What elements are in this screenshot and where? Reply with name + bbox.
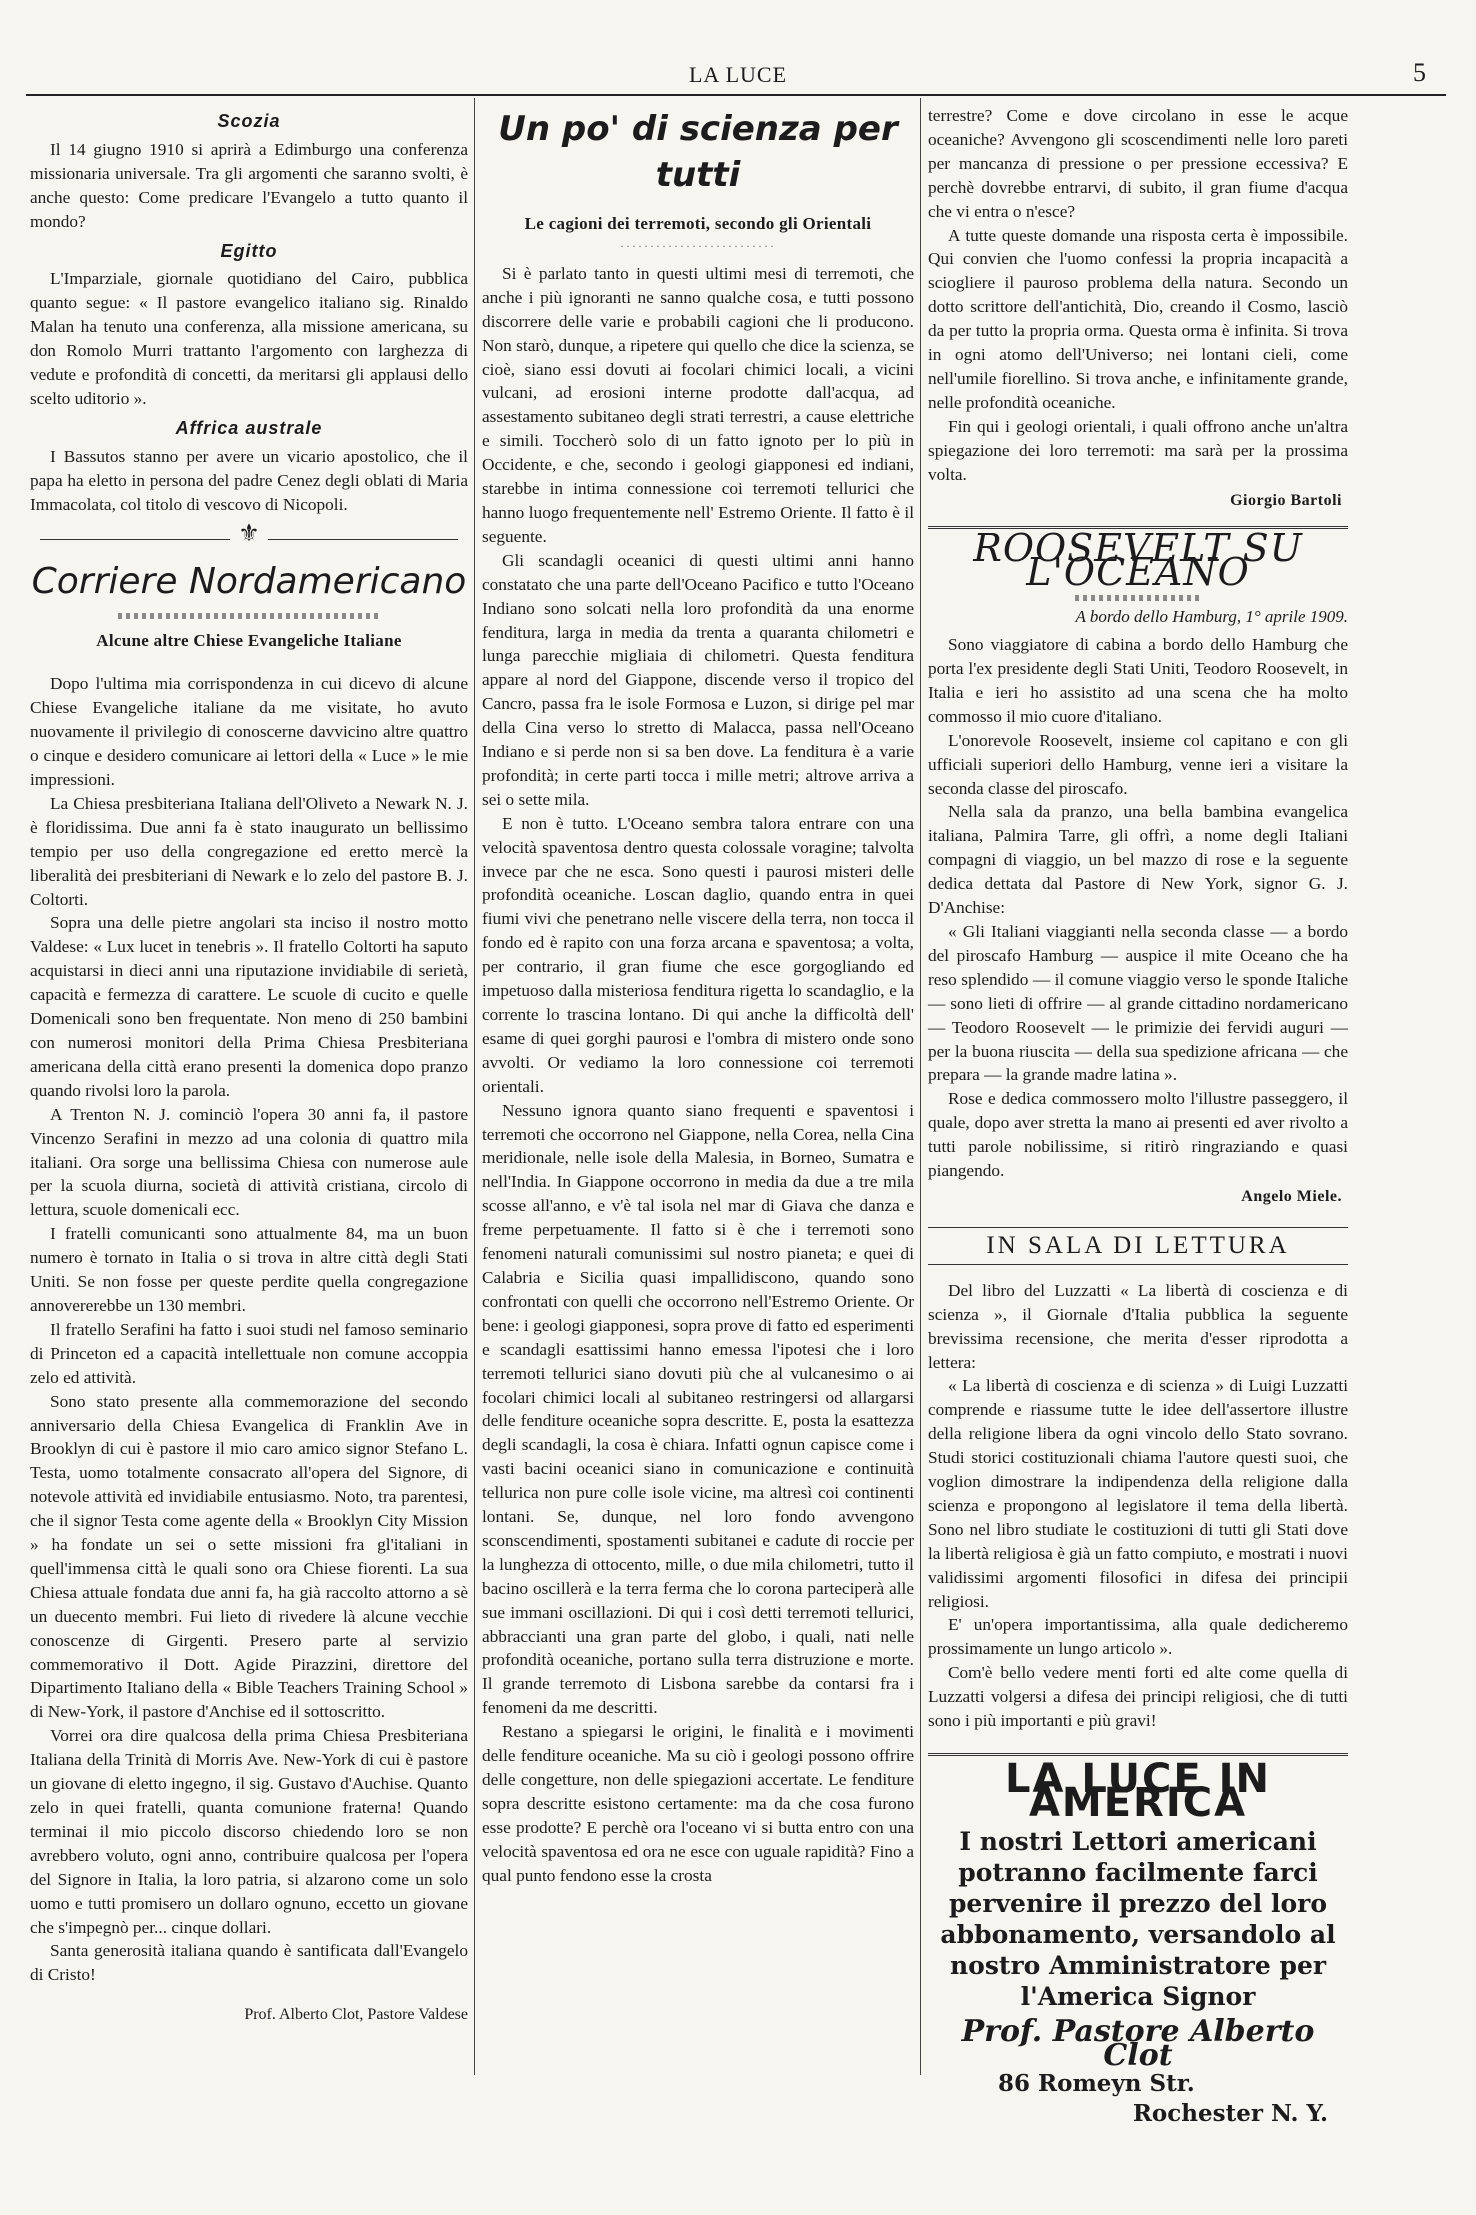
dotted-rule: ·························· (620, 238, 776, 253)
article-subtitle: Le cagioni dei terremoti, secondo gli Orientali (524, 214, 872, 233)
paragraph: E' un'opera importantissima, alla quale dedicheremo prossimamente un lungo articolo ». (928, 1615, 1348, 1659)
paragraph: Santa generosità italiana quando è santificata dall'Evangelo di Cristo! (30, 1941, 468, 1985)
paragraph: Del libro del Luzzatti « La libertà di coscienza e di scienza », il Giornale d'Italia pubblica la seguente brevissima recensione, che merita d'esser riprodotta a lettera: (928, 1280, 1348, 1372)
paragraph: Il 14 giugno 1910 si aprirà a Edimburgo una conferenza missionaria universale. Tra gli argomenti che saranno svolti, è anche questo: Come predicare l'Evangelo a tutto quanto il mondo? (30, 139, 468, 231)
author-signature: Giorgio Bartoli (1230, 491, 1342, 509)
paragraph: La Chiesa presbiteriana Italiana dell'Oliveto a Newark N. J. è floridissima. Due anni fa è stato inaugurato un bellissimo tempio per uso della congregazione ed eretto mercè la liberalità dei presbiteriani di Newark e lo zelo del pastore B. J. Coltorti. (30, 793, 468, 909)
paragraph: A tutte queste domande una risposta certa è impossibile. Qui convien che l'uomo confessi la propria incapacità a sciogliere il pauroso problema della natura. Secondo un dotto scrittore dell'antichità, Dio, creando il Cosmo, lasciò da per tutto la propria orma. Questa orma è infinita. Si trova in ogni atomo dell'Universo; nei lontani cieli, come nell'umile fiorellino. Si trova anche, e infinitamente grande, nelle profondità oceaniche. (928, 225, 1348, 412)
masthead-title: LA LUCE (688, 62, 788, 87)
paragraph: Restano a spiegarsi le origini, le finalità e i movimenti delle fenditure oceaniche. Ma su ciò i geologi possono offrire delle congetture, non delle spiegazioni accertate. Le fenditure sopra descritte esistono certamente: ma da che cosa furono esse prodotte? E perchè ora l'oceano vi si butta entro con una velocità spaventosa ed ora ne esce con uguale rapidità? Fino a qual punto fendono esse la crosta (482, 1722, 914, 1885)
paragraph: terrestre? Come e dove circolano in esse le acque oceaniche? Avvengono gli scoscendimenti nelle loro pareti per mancanza di pressione o per pressione eccessiva? E perchè dovrebbe entrarvi, di subito, il gran fiume d'acqua che vi entra o n'esce? (928, 106, 1348, 221)
paragraph: Si è parlato tanto in questi ultimi mesi di terremoti, che anche i più ignoranti ne sanno qualche cosa, e tutti possono discorrere delle varie e probabili cagioni che li producono. Non starò, dunque, a ripetere qui quello che dice la scienza, se cioè, siano essi dovuti ai focolari chimici locali, a vicini vulcani, ad erosioni interne prodotte dall'acqua, ad assestamento subitaneo degli strati terrestri, a cause elettriche e simili. Toccherò solo di un fatto ignoto per lo più in Occidente, e che, secondo i geologi giapponesi ed indiani, starebbe in intima connessione coi terremoti tellurici che hanno luogo frequentemente nell' Estremo Oriente. Il fatto è il seguente. (482, 263, 914, 546)
article-title-roosevelt: ROOSEVELT SU L'OCEANO (973, 526, 1303, 595)
paragraph: E non è tutto. L'Oceano sembra talora entrare con una velocità spaventosa dentro questa colossale voragine; talvolta invece par che ne esca. Sono questi i paurosi misteri delle profondità oceaniche. Loscan daglio, quando entra in quei fiumi vivi che penetrano nelle viscere della terra, non tocca il fondo ed è rapito con una forza arcana e spaventosa; a volta, per contrario, il gran fiume che esce gorgogliando ed impetuoso dalla misteriosa fenditura rigetta lo scandaglio, e la corrente lo trascina lontano. Di qui anche la difficoltà dell' esame di quei gorghi paurosi e l'ombra di mistero onde sono avvolti. Or vediamo la loro connessione coi terremoti orientali. (482, 813, 914, 1096)
paragraph: Sono stato presente alla commemorazione del secondo anniversario della Chiesa Evangelica di Franklin Ave in Brooklyn di cui è pastore il mio caro amico signor Stefano L. Testa, uomo totalmente consacrato all'opera del Signore, di notevole attività ed invidiabile entusiasmo. Noto, tra parentesi, che il signor Testa come agente della « Brooklyn City Mission » ha fondate un sei o sette missioni fra gl'italiani in quell'immensa città le quali sono ora Chiese fiorenti. La sua Chiesa attuale fondata due anni fa, ha già raccolto attorno a sè un duecento membri. Fui lieto di rivedere là alcune vecchie conoscenze di Girgenti. Presero parte al servizio commemorativo il Dott. Agide Pirazzini, direttore del Dipartimento Italiano della « Bible Teachers Training School » di New-York, il pastore d'Anchise ed il sottoscritto. (30, 1391, 468, 1722)
paragraph: A Trenton N. J. cominciò l'opera 30 anni fa, il pastore Vincenzo Serafini in mezzo ad una colonia di quattro mila italiani. Ora sorge una bellissima Chiesa con numerose aule per la scuola diurna, società di attività cristiana, circolo di lettura, scuole domenicali ecc. (30, 1104, 468, 1220)
ad-contact-name: Prof. Pastore Alberto Clot (961, 2013, 1315, 2073)
paragraph: Sopra una delle pietre angolari sta inciso il nostro motto Valdese: « Lux lucet in tenebris ». Il fratello Coltorti ha saputo acquistarsi in dieci anni una riputazione invidiabile di serietà, capacità e fermezza di carattere. Le scuole di cucito e quelle Domenicali sono ben frequentate. Non meno di 250 bambini con numerosi monitori della Prima Chiesa Presbiteriana americana della città erano presenti la domenica dopo pranzo quando rivolsi loro la parola. (30, 913, 468, 1100)
paragraph: Nessuno ignora quanto siano frequenti e spaventosi i terremoti che occorrono nel Giappone, nella Corea, nella Cina meridionale, nelle isole della Malesia, in Borneo, Sumatra e nell'India. In Giappone occorrono in media da due a tre mila scosse all'anno, e v'è tal isola nel mar di Giava che danza e freme perpetuamente. Il fatto si è che i terremoti sono fenomeni naturali comunissimi sul nostro pianeta; e quei di Calabria e Sicilia quasi impallidiscono, quando sono confrontati con quelli che occorrono nell'Estremo Oriente. Or bene: i geologi giapponesi, sopra prove di fatto ed esperimenti e scandagli esattissimi hanno emessa l'ipotesi che i loro terremoti tellurici siano dovuti più che al vulcanesimo o ai focolari chimici locali al subitaneo restringersi od allargarsi delle fenditure oceaniche sopra descritte. E, posta la esattezza degli scandagli, la cosa è chiara. Infatti ognun capisce come i vasti bacini oceanici siano in comunicazione e continuità tellurica non pure colle isole vicine, ma altresì coi continenti lontani. Se, dunque, nel loro fondo avvengono sconscendimenti, spostamenti subitanei e cadute di roccie per la lunghezza di ottocento, mille, o due mila chilometri, tutto il bacino oscillerà e la terra ferma che lo corona parteciperà alle sue immani oscillazioni. Di qui i così detti terremoti tellurici, abbraccianti una gran parte del globo, i quali, nati nelle profondità oceaniche, portano sulla terra distruzione e morte. Il grande terremoto di Lisbona sarebbe da contarsi fra i fenomeni da me descritti. (482, 1100, 914, 1718)
ad-title: LA LUCE IN AMERICA (1005, 1756, 1271, 1826)
column-divider (474, 98, 475, 2075)
section-heading-affrica: Affrica australe (175, 417, 323, 438)
article-title-scienza: Un po' di scienza per tutti (498, 109, 898, 195)
page-number: 5 (1413, 58, 1426, 87)
section-heading-egitto: Egitto (220, 240, 278, 261)
paragraph: Nella sala da pranzo, una bella bambina evangelica italiana, Palmira Tarre, gli offrì, a nome degli Italiani compagni di viaggio, un bel mazzo di rose e la seguente dedica dettata dal Pastore di New York, signor G. J. D'Anchise: (928, 802, 1348, 918)
column-3 (928, 104, 1348, 2125)
author-signature: Angelo Miele. (1241, 1187, 1342, 1205)
paragraph: Sono viaggiatore di cabina a bordo dello Hamburg che porta l'ex presidente degli Stati Uniti, Teodoro Roosevelt, in Italia e ieri ho assistito ad una scena che ha molto commosso il mio cuore d'italiano. (928, 635, 1348, 726)
ad-body: I nostri Lettori americani potranno facilmente farci pervenire il prezzo del loro abbonamento, versandolo al nostro Amministratore per l'America Signor (940, 1826, 1336, 2011)
header-rule (26, 94, 1446, 96)
ad-address: 86 Romeyn Str. (998, 2069, 1195, 2097)
paragraph: Com'è bello vedere menti forti ed alte come quella di Luzzatti volgersi a difesa dei principi religiosi, che di tutti sono i più importanti e più gravi! (928, 1663, 1348, 1731)
column-1 (30, 104, 468, 2027)
wavy-rule (118, 613, 381, 619)
ad-city: Rochester N. Y. (1132, 2099, 1328, 2127)
article-subtitle: Alcune altre Chiese Evangeliche Italiane (96, 630, 402, 650)
paragraph: « La libertà di coscienza e di scienza » di Luigi Luzzatti comprende e riassume tutte le idee dell'assertore illustre della religione libera da ogni vincolo dello Stato sovrano. Studi storici costituzionali chiama l'autore questi suoi, che voglion dimostrare la indipendenza della religione dalla scienza e propongono al legislatore il tema della libertà. Sono nel libro studiate le costituzioni di tutti gli Stati dove la libertà religiosa è già un fatto compiuto, e mostrati i nuovi validissimi argomenti filosofici in difesa dei principii religiosi. (928, 1376, 1348, 1611)
wavy-rule (1075, 595, 1201, 601)
paragraph: « Gli Italiani viaggianti nella seconda classe — a bordo del piroscafo Hamburg — auspice il mite Oceano che ha reso splendido — il comune viaggio verso le sponde Italiche — sono lieti di offrire — al grande cittadino nordamericano — Teodoro Roosevelt — le primizie dei fervidi auguri — per la buona riuscita — della sua spedizione africana — che prepara — la grande madre latina ». (928, 922, 1348, 1085)
paragraph: Fin qui i geologi orientali, i quali offrono anche un'altra spiegazione dei loro terremoti: ma sarà per la prossima volta. (928, 416, 1348, 484)
ornament-divider (30, 520, 468, 553)
section-title-sala: IN SALA DI LETTURA (928, 1227, 1348, 1265)
paragraph: Gli scandagli oceanici di questi ultimi anni hanno constatato che una parte dell'Oceano Pacifico e tutto l'Oceano Indiano sono solcati nella loro profondità da una enorme fenditura, larga in media da trenta a quaranta chilometri e lunga parecchie migliaia di chilometri. Questa fenditura appare al nord del Giappone, discende verso il tropico del Cancro, passa fra le isole Formosa e Luzon, si dirige pel mar della Cina verso lo stretto di Malacca, passa nell'Oceano Indiano e si perde non si sa ben dove. La fenditura è a varie profondità; in certe parti tocca i mille metri; altrove arriva a sei o sette mila. (482, 550, 914, 809)
column-2 (482, 104, 914, 1888)
paragraph: I Bassutos stanno per avere un vicario apostolico, che il papa ha eletto in persona del padre Cenez degli oblati di Maria Immacolata, col titolo di vescovo di Nicopoli. (30, 446, 468, 514)
paragraph: L'Imparziale, giornale quotidiano del Cairo, pubblica quanto segue: « Il pastore evangelico italiano sig. Rinaldo Malan ha tenuto una conferenza, alla missione americana, su don Romolo Murri trattanto l'argomento con larghezza di vedute e profondità di concetti, da meritarsi gli applausi dello scelto uditorio ». (30, 269, 468, 408)
dateline: A bordo dello Hamburg, 1° aprile 1909. (1075, 607, 1348, 627)
paragraph: L'onorevole Roosevelt, insieme col capitano e con gli ufficiali superiori dello Hamburg, venne ieri a visitare la seconda classe del piroscafo. (928, 730, 1348, 798)
paragraph: Dopo l'ultima mia corrispondenza in cui dicevo di alcune Chiese Evangeliche italiane da me visitate, ho avuto nuovamente il privilegio di conoscerne davvicino altre quattro o cinque e desidero comunicare ai lettori della « Luce » le mie impressioni. (30, 674, 468, 790)
paragraph: I fratelli comunicanti sono attualmente 84, ma un buon numero è tornato in Italia o si trova in altre città degli Stati Uniti. Se non fosse per queste perdite quella congregazione annovererebbe un 130 membri. (30, 1224, 468, 1315)
paragraph: Rose e dedica commossero molto l'illustre passeggero, il quale, dopo aver stretta la mano ai presenti ed aver rivolto a tutti parole nobilissime, si ritirò ringraziando e quasi piangendo. (928, 1089, 1348, 1181)
paragraph: Il fratello Serafini ha fatto i suoi studi nel famoso seminario di Princeton ed a capacità intellettuale non comune accoppia zelo ed attività. (30, 1319, 468, 1387)
column-divider (920, 98, 921, 2075)
author-signature: Prof. Alberto Clot, Pastore Valdese (244, 2006, 468, 2024)
section-heading-scozia: Scozia (217, 111, 281, 131)
paragraph: Vorrei ora dire qualcosa della prima Chiesa Presbiteriana Italiana della Trinità di Morris Ave. New-York di cui è pastore un giovane di eletto ingegno, il sig. Gustavo d'Auchise. Quanto zelo in quei fratelli, quanta comunione fraterna! Quando terminai il mio piccolo discorso chiedendo loro se non avrebbero voluto, ogni anno, contribuire qualcosa per l'opera del Signore in Italia, la loro patria, si alzarono come un solo uomo e tutti promisero un dollaro ognuno, eccetto un giovane che s'impegnò per... cinque dollari. (30, 1726, 468, 1937)
article-title-corriere: Corriere Nordamericano (31, 560, 467, 602)
fleur-de-lis-icon: ⚜ (230, 521, 268, 547)
